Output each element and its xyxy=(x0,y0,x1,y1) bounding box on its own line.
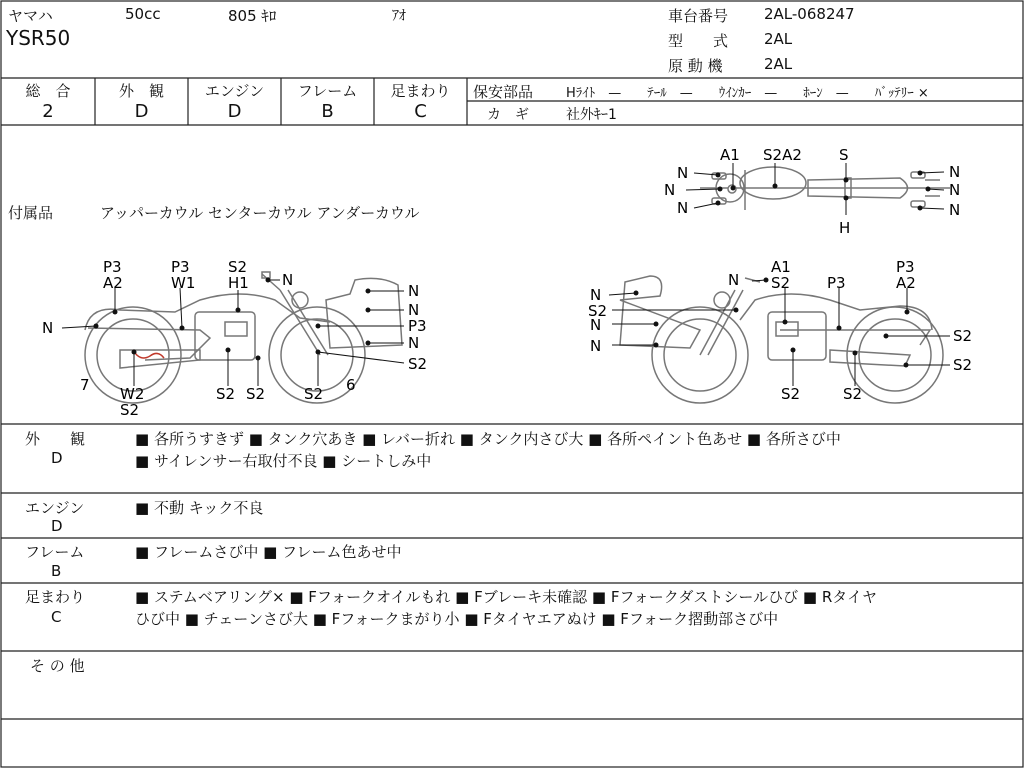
remarks-suspension-line-2: ひび中 ■ チェーンさび大 ■ Fフォークまがり小 ■ Fタイヤエアぬけ ■ Fフォーク摺動部さび中 xyxy=(135,610,779,628)
safety-parts-label: 保安部品 xyxy=(473,83,534,101)
left-n-rear: N xyxy=(408,301,420,319)
model-type: 2AL xyxy=(764,30,793,48)
model-type-label: 型 式 xyxy=(668,32,729,50)
remarks-exterior-line-2: ■ サイレンサー右取付不良 ■ シートしみ中 xyxy=(135,452,432,470)
total-grade: 2 xyxy=(42,101,54,122)
remarks-engine-line-1: ■ 不動 キック不良 xyxy=(135,499,264,517)
top-n1: N xyxy=(677,164,689,182)
mileage: 805 ｷﾛ xyxy=(228,7,277,25)
right-s2-r1: S2 xyxy=(953,327,973,345)
left-s2-top: S2 xyxy=(228,258,248,276)
key-label: カ ギ xyxy=(487,107,529,123)
top-n5: N xyxy=(949,181,961,199)
remarks-exterior-label: 外 観 xyxy=(25,430,86,448)
right-p3-b: P3 xyxy=(896,258,915,276)
left-s2-r: S2 xyxy=(408,355,428,373)
key-value: 社外ｷｰ1 xyxy=(566,107,617,123)
frame-grade-label: フレーム xyxy=(297,82,358,100)
right-n-1: N xyxy=(590,286,602,304)
right-a2: A2 xyxy=(896,274,916,292)
top-n6: N xyxy=(949,201,961,219)
total-grade-label: 総 合 xyxy=(25,82,71,100)
remarks-frame-label: フレーム xyxy=(25,543,85,561)
left-n-front: N xyxy=(408,282,420,300)
remarks-exterior-line-1: ■ 各所うすきず ■ タンク穴あき ■ レバー折れ ■ タンク内さび大 ■ 各所ペイント色あせ ■ 各所さび中 xyxy=(135,430,841,448)
frame-number: 2AL-068247 xyxy=(764,5,855,23)
right-n-left2: N xyxy=(590,316,602,334)
left-n-top: N xyxy=(282,271,294,289)
left-w1: W1 xyxy=(171,274,196,292)
remarks-suspension-label: 足まわり xyxy=(25,588,86,606)
right-n-left3: N xyxy=(590,337,602,355)
remarks-exterior-grade: D xyxy=(51,449,63,467)
top-s: S xyxy=(839,146,849,164)
left-seven: 7 xyxy=(80,376,90,394)
top-view-bike xyxy=(700,167,950,210)
safety-parts-list: Hﾗｲﾄ — ﾃｰﾙ — ｳｲﾝｶｰ — ﾎｰﾝ — ﾊﾞｯﾃﾘｰ × xyxy=(566,86,929,101)
top-n3: N xyxy=(677,199,689,217)
exterior-grade-label: 外 観 xyxy=(118,82,164,100)
remarks-frame-grade: B xyxy=(51,562,62,580)
left-p3-a: P3 xyxy=(103,258,122,276)
right-s2-b1: S2 xyxy=(781,385,801,403)
right-s2-a: S2 xyxy=(771,274,791,292)
right-view-bike xyxy=(620,276,943,403)
right-s2-left: S2 xyxy=(588,302,608,320)
remarks-suspension-grade: C xyxy=(51,608,62,626)
suspension-grade-label: 足まわり xyxy=(390,82,451,100)
engine-grade-label: エンジン xyxy=(204,82,265,100)
top-n4: N xyxy=(949,163,961,181)
remarks-engine-grade: D xyxy=(51,517,63,535)
left-s2-b1: S2 xyxy=(216,385,236,403)
right-a1: A1 xyxy=(771,258,791,276)
top-s2a2: S2A2 xyxy=(763,146,802,164)
left-s2-w: S2 xyxy=(120,401,140,419)
suspension-grade: C xyxy=(414,101,427,122)
left-h1: H1 xyxy=(228,274,249,292)
frame-grade: B xyxy=(321,101,334,122)
accessories-value: アッパーカウル センターカウル アンダーカウル xyxy=(100,204,420,222)
right-n-2: N xyxy=(728,271,740,289)
left-w2: W2 xyxy=(120,385,145,403)
model-name: YSR50 xyxy=(6,26,71,50)
left-s2-b3: S2 xyxy=(304,385,324,403)
engine-grade: D xyxy=(227,101,242,122)
left-s2-b2: S2 xyxy=(246,385,266,403)
engine-type-label: 原 動 機 xyxy=(668,57,723,75)
left-p3-r: P3 xyxy=(408,317,427,335)
remarks-other-label: そ の 他 xyxy=(30,657,85,675)
maker-name: ヤマハ xyxy=(8,7,53,25)
body-color: ｱｵ xyxy=(392,8,406,24)
left-n-left: N xyxy=(42,319,54,337)
right-p3: P3 xyxy=(827,274,846,292)
left-a2: A2 xyxy=(103,274,123,292)
exterior-grade: D xyxy=(134,101,149,122)
engine-type: 2AL xyxy=(764,55,793,73)
top-n2: N xyxy=(664,181,676,199)
right-s2-b2: S2 xyxy=(843,385,863,403)
top-h: H xyxy=(839,219,851,237)
accessories-label: 付属品 xyxy=(8,204,54,222)
remarks-frame-line-1: ■ フレームさび中 ■ フレーム色あせ中 xyxy=(135,543,402,561)
remarks-engine-label: エンジン xyxy=(25,499,85,517)
right-s2-r2: S2 xyxy=(953,356,973,374)
frame-number-label: 車台番号 xyxy=(668,7,729,25)
left-six: 6 xyxy=(346,376,356,394)
left-n-low: N xyxy=(408,334,420,352)
top-a1: A1 xyxy=(720,146,740,164)
remarks-suspension-line-1: ■ ステムベアリング× ■ Fフォークオイルもれ ■ Fブレーキ未確認 ■ Fフォークダストシールひび ■ Rタイヤ xyxy=(135,588,877,606)
left-p3-b: P3 xyxy=(171,258,190,276)
displacement: 50cc xyxy=(125,5,161,23)
